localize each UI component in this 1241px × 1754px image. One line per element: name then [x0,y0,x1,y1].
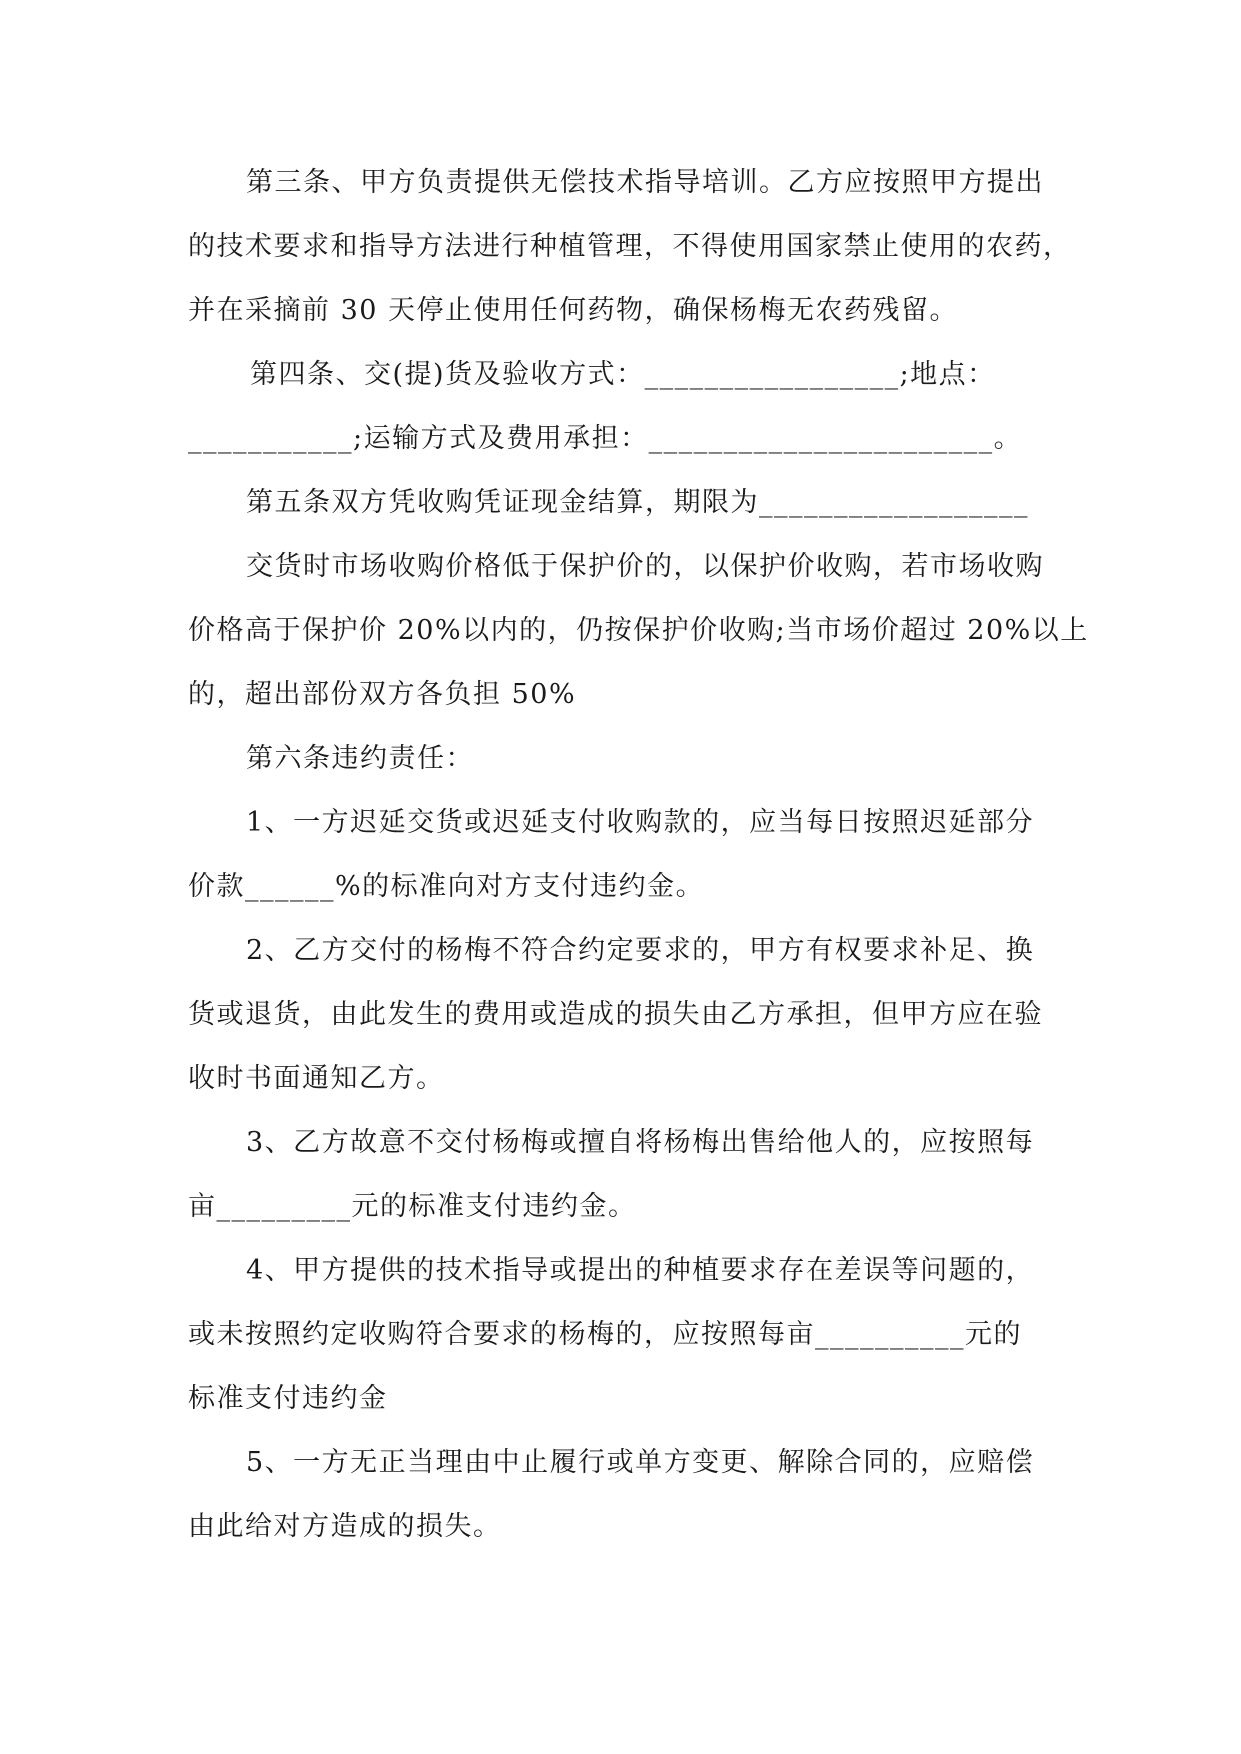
paragraph-line: 收时书面通知乙方。 [188,1063,445,1094]
paragraph-line: 2、乙方交付的杨梅不符合约定要求的，甲方有权要求补足、换 [246,935,1035,966]
section-heading: 第六条违约责任： [246,743,474,774]
paragraph-line: 或未按照约定收购符合要求的杨梅的，应按照每亩__________元的 [188,1319,1022,1350]
paragraph-line: 价格高于保护价 20%以内的，仍按保护价收购;当市场价超过 20%以上 [188,615,1089,646]
paragraph-line: 价款______%的标准向对方支付违约金。 [188,871,705,902]
paragraph-line: 货或退货，由此发生的费用或造成的损失由乙方承担，但甲方应在验 [188,999,1043,1030]
paragraph-line: 4、甲方提供的技术指导或提出的种植要求存在差误等问题的， [246,1255,1035,1286]
paragraph-line: 第四条、交(提)货及验收方式：_________________;地点： [250,359,996,390]
paragraph-line: 第五条双方凭收购凭证现金结算，期限为__________________ [246,487,1029,518]
paragraph-line: 的，超出部份双方各负担 50% [188,679,577,710]
paragraph-line: 交货时市场收购价格低于保护价的，以保护价收购，若市场收购 [246,551,1044,582]
paragraph-line: 第三条、甲方负责提供无偿技术指导培训。乙方应按照甲方提出 [246,167,1044,198]
paragraph-line: 并在采摘前 30 天停止使用任何药物，确保杨梅无农药残留。 [188,295,959,326]
paragraph-line: 亩_________元的标准支付违约金。 [188,1191,637,1222]
paragraph-line: 1、一方迟延交货或迟延支付收购款的，应当每日按照迟延部分 [246,807,1035,838]
paragraph-line: 5、一方无正当理由中止履行或单方变更、解除合同的，应赔偿 [246,1447,1035,1478]
paragraph-line: ___________;运输方式及费用承担：_______________________。 [188,423,1023,454]
paragraph-line: 标准支付违约金 [188,1383,388,1414]
paragraph-line: 的技术要求和指导方法进行种植管理，不得使用国家禁止使用的农药， [188,231,1072,262]
paragraph-line: 3、乙方故意不交付杨梅或擅自将杨梅出售给他人的，应按照每 [246,1127,1035,1158]
paragraph-line: 由此给对方造成的损失。 [188,1511,502,1542]
